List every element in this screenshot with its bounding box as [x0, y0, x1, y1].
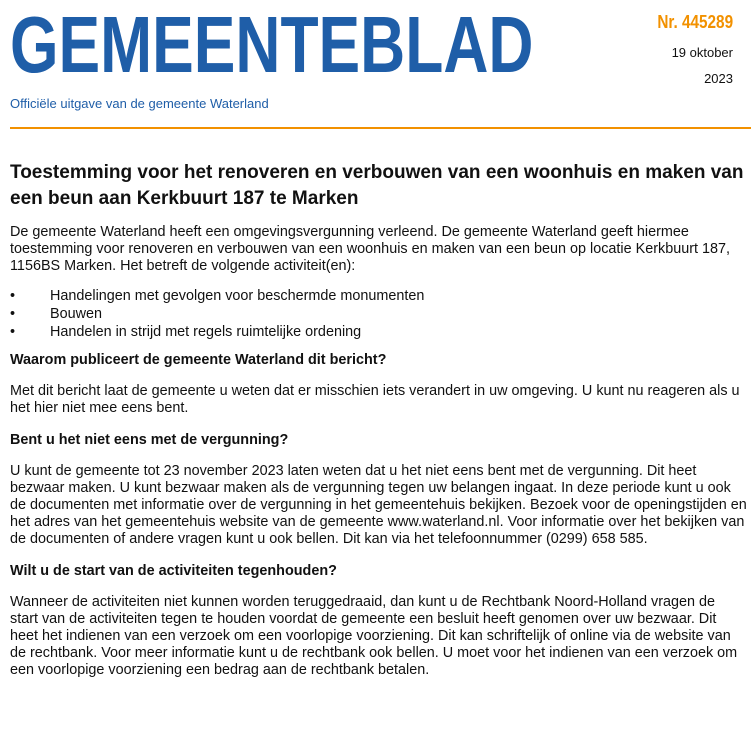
bullet-icon: • — [10, 306, 16, 322]
list-item — [10, 323, 747, 341]
section-text-objection: U kunt de gemeente tot 23 november 2023 laten weten dat u het niet eens bent met de vergunning. Dit heet bezwaar maken. U kunt bezwaar maken als de vergunning tegen uw belangen ingaat. In deze periode kunt u ook de documenten met informatie over de vergunning in het gemeentehuis bekijken. Bezoek voor de openingstijden en het adres van het gemeentehuis website van de gemeente www.waterland.nl. Voor informatie over het bekijken van de documenten of andere vragen kunt u ook bellen. Dit kan via het telefoonnummer (0299) 658 585. — [10, 463, 747, 547]
document-title: Toestemming voor het renoveren en verbouwen van een woonhuis en maken van een beun aan Kerkbuurt 187 te Marken — [10, 162, 744, 209]
activity-list — [10, 287, 747, 341]
list-item — [10, 305, 747, 323]
activity-label: Handelingen met gevolgen voor beschermde monumenten — [50, 288, 425, 304]
section-heading-objection: Bent u het niet eens met de vergunning? — [10, 432, 289, 448]
issue-date-day-month: 19 oktober — [671, 45, 733, 60]
section-text-why: Met dit bericht laat de gemeente u weten dat er misschien iets verandert in uw omgeving. U kunt nu reageren als u het hier niet mee eens bent. — [10, 383, 740, 416]
section-text-provisional-relief: Wanneer de activiteiten niet kunnen worden teruggedraaid, dan kunt u de Rechtbank Noord-Holland vragen de start van de activiteiten tegen te houden voordat de gemeente een besluit heeft genomen over uw bezwaar. Dit heet het indienen van een verzoek om een voorlopige voorziening. Dit kan schriftelijk of online via de website van de rechtbank. Voor meer informatie kunt u de rechtbank ook bellen. U moet voor het indienen van een verzoek om een voorlopige voorziening een bedrag aan de rechtbank betalen. — [10, 594, 738, 678]
section-heading-provisional-relief: Wilt u de start van de activiteiten tegenhouden? — [10, 563, 337, 579]
header-divider — [10, 127, 751, 129]
bullet-icon: • — [10, 324, 16, 340]
document-body — [10, 160, 747, 679]
publication-subtitle: Officiële uitgave van de gemeente Waterland — [10, 96, 269, 111]
publication-title: GEMEENTEBLAD — [10, 0, 534, 89]
list-item — [10, 287, 747, 305]
activity-label: Bouwen — [50, 306, 103, 322]
issue-date-year: 2023 — [704, 71, 733, 86]
section-heading-why: Waarom publiceert de gemeente Waterland dit bericht? — [10, 352, 387, 368]
activity-label: Handelen in strijd met regels ruimtelijke ordening — [50, 324, 362, 340]
masthead — [0, 0, 751, 130]
issue-number: Nr. 445289 — [657, 12, 733, 32]
intro-paragraph: De gemeente Waterland heeft een omgevingsvergunning verleend. De gemeente Waterland geeft hiermee toestemming voor renoveren en verbouwen van een woonhuis en maken van een beun op locatie Kerkbuurt 187, 1156BS Marken. Het betreft de volgende activiteit(en): — [10, 224, 730, 274]
bullet-icon: • — [10, 288, 16, 304]
